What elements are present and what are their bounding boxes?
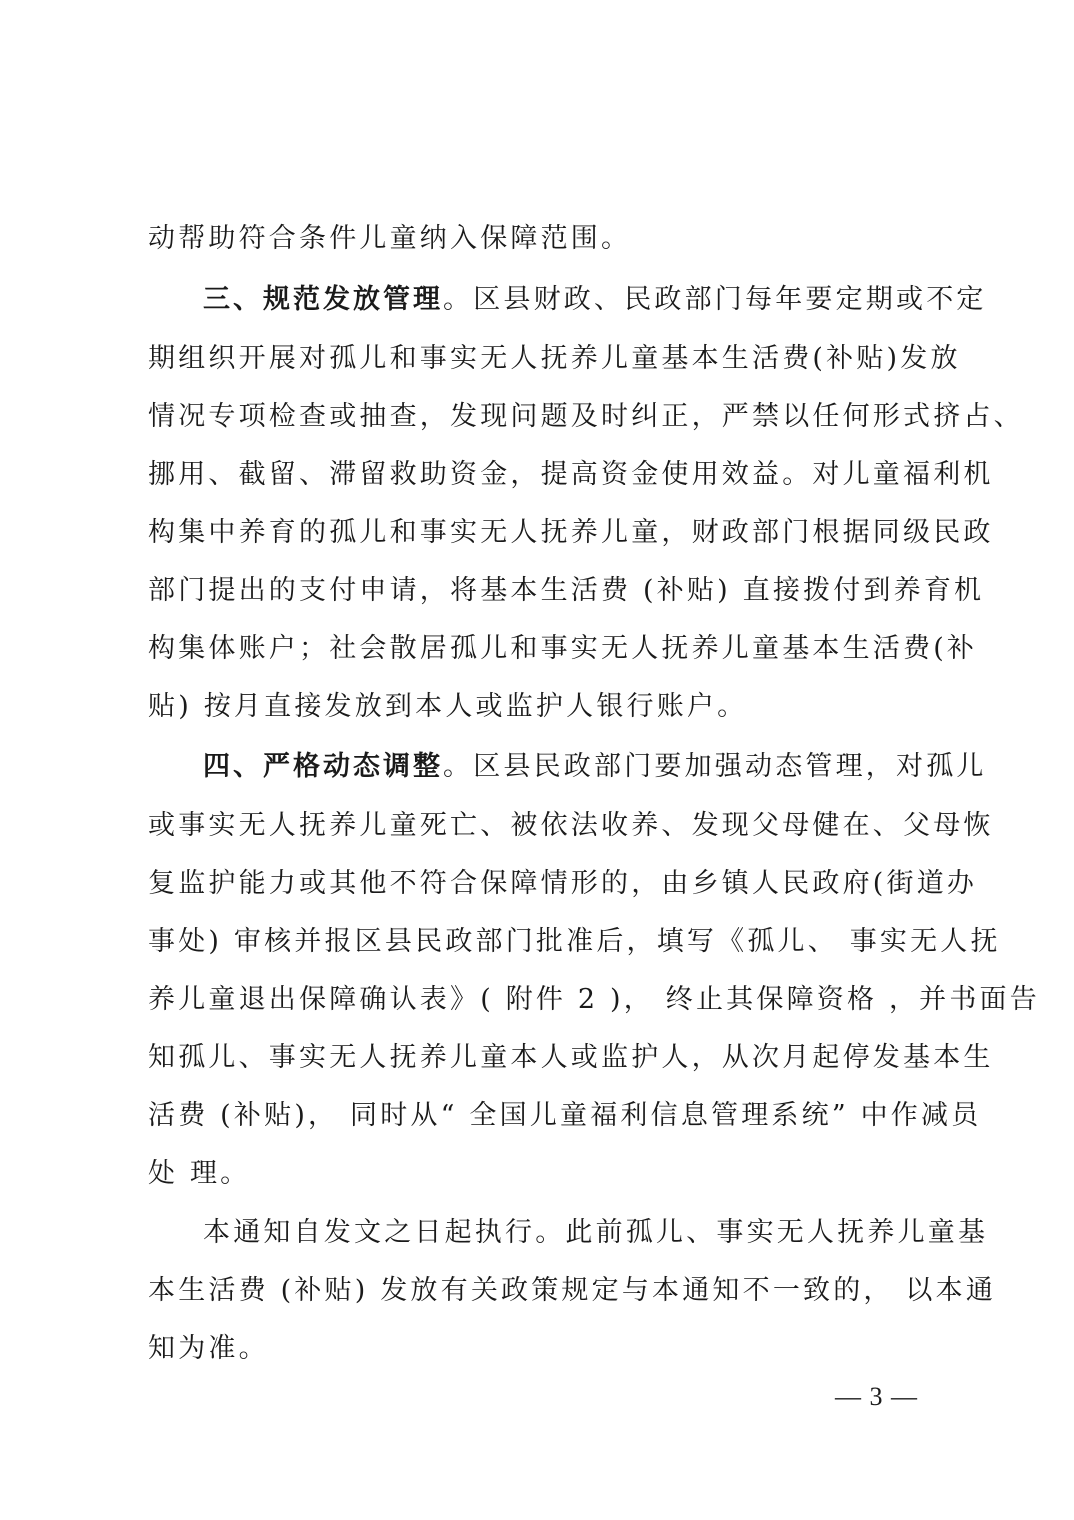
line-text: 期组织开展对孤儿和事实无人抚养儿童基本生活费(补贴)发放 bbox=[148, 343, 961, 374]
paragraph-line bbox=[148, 515, 994, 551]
line-text: 动帮助符合条件儿童纳入保障范围。 bbox=[148, 223, 632, 254]
paragraph-line bbox=[148, 221, 948, 257]
line-text: 养儿童退出保障确认表》( 附件 2 )， 终止其保障资格 ，并书面告 bbox=[148, 984, 1040, 1015]
line-text: 知为准。 bbox=[148, 1333, 269, 1364]
line-text: 本生活费 (补贴) 发放有关政策规定与本通知不一致的， 以本通 bbox=[148, 1275, 997, 1306]
paragraph-line bbox=[148, 341, 961, 377]
line-text: 或事实无人抚养儿童死亡、被依法收养、发现父母健在、父母恢 bbox=[148, 810, 994, 841]
line-text: 部门提出的支付申请，将基本生活费 (补贴) 直接拨付到养育机 bbox=[148, 575, 985, 606]
line-text: 知孤儿、事实无人抚养儿童本人或监护人，从次月起停发基本生 bbox=[148, 1042, 994, 1073]
page-number: — 3 — bbox=[835, 1382, 918, 1411]
paragraph-line bbox=[148, 982, 1040, 1018]
paragraph-line bbox=[148, 1098, 982, 1134]
paragraph-line bbox=[148, 1156, 948, 1192]
section-heading-3: 三、规范发放管理 bbox=[203, 284, 443, 315]
paragraph-line bbox=[148, 924, 1001, 960]
paragraph-line bbox=[148, 1040, 994, 1076]
paragraph-line bbox=[148, 689, 948, 725]
line-text: 复监护能力或其他不符合保障情形的，由乡镇人民政府(街道办 bbox=[148, 868, 978, 899]
line-text: 构集中养育的孤儿和事实无人抚养儿童，财政部门根据同级民政 bbox=[148, 517, 994, 548]
section-heading-line bbox=[203, 749, 987, 785]
line-text: 情况专项检查或抽查，发现问题及时纠正，严禁以任何形式挤占、 bbox=[148, 401, 1024, 432]
paragraph-line bbox=[148, 1331, 948, 1367]
line-text: 本通知自发文之日起执行。此前孤儿、事实无人抚养儿童基 bbox=[203, 1217, 989, 1248]
paragraph-line bbox=[148, 866, 978, 902]
paragraph-line bbox=[148, 631, 978, 667]
section-heading-4: 四、严格动态调整 bbox=[203, 751, 443, 782]
line-text: 活费 (补贴)， 同时从“ 全国儿童福利信息管理系统” 中作减员 bbox=[148, 1100, 982, 1131]
line-text: 贴) 按月直接发放到本人或监护人银行账户。 bbox=[148, 691, 748, 722]
paragraph-line bbox=[148, 1273, 997, 1309]
paragraph-line bbox=[148, 808, 994, 844]
paragraph-line bbox=[148, 399, 1024, 435]
line-text: 事处) 审核并报区县民政部门批准后，填写《孤儿、 事实无人抚 bbox=[148, 926, 1001, 957]
section-heading-line bbox=[203, 282, 987, 318]
line-text: 。区县民政部门要加强动态管理，对孤儿 bbox=[443, 751, 987, 782]
paragraph-line bbox=[148, 457, 994, 493]
line-text: 处 理。 bbox=[148, 1158, 251, 1189]
line-text: 。区县财政、民政部门每年要定期或不定 bbox=[443, 284, 987, 315]
line-text: 挪用、截留、滞留救助资金，提高资金使用效益。对儿童福利机 bbox=[148, 459, 994, 490]
paragraph-line bbox=[203, 1215, 989, 1251]
line-text: 构集体账户；社会散居孤儿和事实无人抚养儿童基本生活费(补 bbox=[148, 633, 978, 664]
paragraph-line bbox=[148, 573, 985, 609]
